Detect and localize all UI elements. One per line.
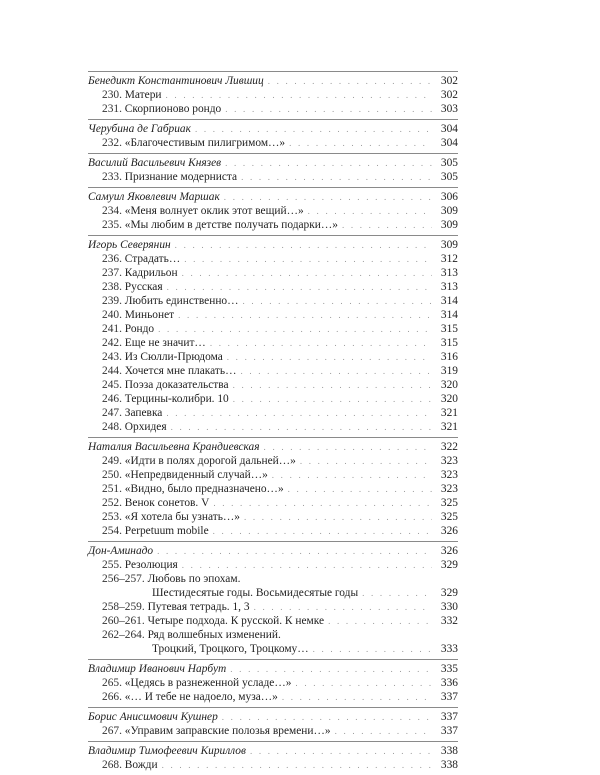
- entry-label: [88, 364, 236, 378]
- entry-number: 248.: [102, 421, 122, 433]
- dot-leader: [225, 156, 432, 170]
- toc-section: [88, 541, 458, 659]
- dot-leader: [233, 378, 432, 392]
- page-number: 323: [440, 455, 458, 467]
- entry-title-continuation: Троцкий, Троцкого, Троцкому…: [152, 643, 309, 655]
- author-name: Черубина де Габриак: [88, 123, 191, 135]
- entry-row: [88, 628, 458, 642]
- dot-leader: [175, 238, 432, 252]
- entry-label: [88, 572, 240, 586]
- page-number: 302: [440, 89, 458, 101]
- entry-row: [88, 496, 458, 510]
- entry-row: [88, 392, 458, 406]
- entry-number: 247.: [102, 407, 122, 419]
- page-number: 314: [440, 295, 458, 307]
- page-number: 338: [440, 745, 458, 757]
- entry-label: [88, 204, 304, 218]
- entry-label: [88, 252, 180, 266]
- dot-leader: [158, 322, 432, 336]
- entry-title: Запевка: [124, 407, 163, 419]
- entry-number: 235.: [102, 219, 122, 231]
- author-name: Наталия Васильевна Крандиевская: [88, 441, 260, 453]
- page-number: 314: [440, 309, 458, 321]
- entry-number: 268.: [102, 759, 122, 771]
- entry-label: [88, 280, 163, 294]
- entry-row: [88, 676, 458, 690]
- page-number: 323: [440, 483, 458, 495]
- entry-title: «Цедясь в разнеженной усладе…»: [124, 677, 292, 689]
- entry-title: Терцины-колибри. 10: [124, 393, 229, 405]
- entry-title: «Непредвиденный случай…»: [124, 469, 268, 481]
- page-number: 320: [440, 379, 458, 391]
- toc-section: [88, 437, 458, 541]
- page-number: 319: [440, 365, 458, 377]
- entry-title: Четыре подхода. К русской. К немке: [147, 615, 325, 627]
- page-number: 313: [440, 267, 458, 279]
- author-name: Владимир Иванович Нарбут: [88, 663, 227, 675]
- page-number: 306: [440, 191, 458, 203]
- page-number: 322: [440, 441, 458, 453]
- page-number: 315: [440, 337, 458, 349]
- page-number: 326: [440, 545, 458, 557]
- entry-number: 238.: [102, 281, 122, 293]
- entry-continuation-row: [88, 586, 458, 600]
- author-row: [88, 544, 458, 558]
- entry-title: Любовь по эпохам.: [147, 573, 241, 585]
- entry-row: [88, 524, 458, 538]
- dot-leader: [300, 454, 432, 468]
- entry-label: [88, 406, 162, 420]
- entry-number: 251.: [102, 483, 122, 495]
- entry-number: 253.: [102, 511, 122, 523]
- page-number: 309: [440, 239, 458, 251]
- entry-label: [88, 350, 223, 364]
- dot-leader: [182, 558, 432, 572]
- entry-label: [88, 524, 209, 538]
- dot-leader: [240, 364, 432, 378]
- entry-label: [88, 336, 206, 350]
- entry-row: [88, 758, 458, 772]
- entry-row: [88, 600, 458, 614]
- entry-number: 262–264.: [102, 629, 145, 641]
- page-number: 330: [440, 601, 458, 613]
- author-name: Игорь Северянин: [88, 239, 171, 251]
- dot-leader: [225, 102, 432, 116]
- entry-row: [88, 294, 458, 308]
- toc-section: [88, 187, 458, 235]
- entry-title: «Я хотела бы узнать…»: [124, 511, 240, 523]
- dot-leader: [227, 350, 432, 364]
- entry-label: [88, 628, 281, 642]
- dot-leader: [178, 308, 432, 322]
- page-number: 337: [440, 711, 458, 723]
- page-number: 337: [440, 725, 458, 737]
- page-number: 309: [440, 219, 458, 231]
- entry-label: [88, 266, 178, 280]
- entry-label: [88, 420, 167, 434]
- entry-row: [88, 102, 458, 116]
- page-number: 312: [440, 253, 458, 265]
- page-number: 313: [440, 281, 458, 293]
- dot-leader: [362, 586, 432, 600]
- entry-label: [88, 690, 278, 704]
- page-number: 303: [440, 103, 458, 115]
- dot-leader: [308, 204, 432, 218]
- toc-section: [88, 235, 458, 437]
- entry-title: «Видно, было предназначено…»: [124, 483, 284, 495]
- entry-number: 233.: [102, 171, 122, 183]
- toc-section: [88, 741, 458, 775]
- entry-number: 240.: [102, 309, 122, 321]
- entry-label: [88, 218, 338, 232]
- entry-number: 244.: [102, 365, 122, 377]
- dot-leader: [162, 758, 432, 772]
- entry-number: 254.: [102, 525, 122, 537]
- entry-number: 267.: [102, 725, 122, 737]
- entry-label: [88, 482, 284, 496]
- entry-row: [88, 558, 458, 572]
- toc-section: [88, 153, 458, 187]
- dot-leader: [254, 600, 432, 614]
- author-name: Бенедикт Константинович Лившиц: [88, 75, 264, 87]
- author-row: [88, 122, 458, 136]
- dot-leader: [230, 662, 432, 676]
- entry-row: [88, 322, 458, 336]
- dot-leader: [195, 122, 432, 136]
- entry-row: [88, 88, 458, 102]
- page-number: 304: [440, 137, 458, 149]
- entry-row: [88, 252, 458, 266]
- entry-title: «Мы любим в детстве получать подарки…»: [124, 219, 338, 231]
- page-number: 332: [440, 615, 458, 627]
- author-row: [88, 74, 458, 88]
- toc-section: [88, 707, 458, 741]
- page-number: 302: [440, 75, 458, 87]
- entry-row: [88, 468, 458, 482]
- entry-row: [88, 482, 458, 496]
- page-number: 304: [440, 123, 458, 135]
- entry-row: [88, 364, 458, 378]
- entry-title: Ряд волшебных изменений.: [147, 629, 281, 641]
- dot-leader: [222, 710, 432, 724]
- entry-label: [88, 322, 154, 336]
- entry-number: 237.: [102, 267, 122, 279]
- entry-title: Рондо: [124, 323, 155, 335]
- entry-number: 255.: [102, 559, 122, 571]
- entry-number: 236.: [102, 253, 122, 265]
- entry-row: [88, 280, 458, 294]
- page-number: 321: [440, 407, 458, 419]
- page-number: 325: [440, 511, 458, 523]
- entry-title: «Меня волнует оклик этот вещий…»: [124, 205, 304, 217]
- dot-leader: [166, 88, 432, 102]
- page-number: 338: [440, 759, 458, 771]
- author-name: Василий Васильевич Князев: [88, 157, 222, 169]
- entry-row: [88, 266, 458, 280]
- entry-title: Резолюция: [124, 559, 178, 571]
- page-number: 329: [440, 587, 458, 599]
- dot-leader: [282, 690, 432, 704]
- entry-row: [88, 378, 458, 392]
- entry-row: [88, 454, 458, 468]
- entry-number: 246.: [102, 393, 122, 405]
- entry-number: 258–259.: [102, 601, 145, 613]
- entry-row: [88, 614, 458, 628]
- dot-leader: [264, 440, 432, 454]
- entry-label: [88, 724, 331, 738]
- page-number: 337: [440, 691, 458, 703]
- dot-leader: [233, 392, 432, 406]
- entry-row: [88, 218, 458, 232]
- dot-leader: [342, 218, 432, 232]
- dot-leader: [184, 252, 432, 266]
- entry-title: Орхидея: [124, 421, 167, 433]
- entry-row: [88, 510, 458, 524]
- dot-leader: [213, 524, 432, 538]
- entry-row: [88, 336, 458, 350]
- toc-section: [88, 71, 458, 119]
- entry-title: Русская: [124, 281, 163, 293]
- page-number: 305: [440, 171, 458, 183]
- page-number: 321: [440, 421, 458, 433]
- entry-title: «Управим заправские полозья времени…»: [124, 725, 331, 737]
- entry-row: [88, 406, 458, 420]
- entry-label: [88, 454, 296, 468]
- dot-leader: [213, 496, 432, 510]
- entry-title: Вожди: [124, 759, 158, 771]
- entry-title: «Идти в полях дорогой дальней…»: [124, 455, 296, 467]
- entry-number: 239.: [102, 295, 122, 307]
- toc-section: [88, 659, 458, 707]
- author-row: [88, 156, 458, 170]
- author-row: [88, 440, 458, 454]
- entry-label: [88, 392, 229, 406]
- entry-title: Любить единственно…: [124, 295, 239, 307]
- author-row: [88, 190, 458, 204]
- entry-label: [88, 170, 237, 184]
- page-number: 309: [440, 205, 458, 217]
- page-number: 316: [440, 351, 458, 363]
- entry-number: 241.: [102, 323, 122, 335]
- dot-leader: [295, 676, 432, 690]
- page-number: 336: [440, 677, 458, 689]
- entry-title: Из Сюлли-Прюдома: [124, 351, 223, 363]
- entry-label: [88, 496, 209, 510]
- dot-leader: [244, 510, 432, 524]
- author-name: Самуил Яковлевич Маршак: [88, 191, 220, 203]
- author-row: [88, 710, 458, 724]
- entry-row: [88, 690, 458, 704]
- dot-leader: [182, 266, 432, 280]
- dot-leader: [268, 74, 432, 88]
- entry-title: Поэза доказательства: [124, 379, 229, 391]
- entry-label: [88, 468, 268, 482]
- entry-label: [88, 294, 239, 308]
- dot-leader: [328, 614, 432, 628]
- entry-number: 265.: [102, 677, 122, 689]
- entry-label: [88, 378, 229, 392]
- entry-row: [88, 350, 458, 364]
- entry-row: [88, 724, 458, 738]
- dot-leader: [157, 544, 432, 558]
- page-number: 320: [440, 393, 458, 405]
- dot-leader: [313, 642, 432, 656]
- entry-number: 242.: [102, 337, 122, 349]
- entry-label: [88, 136, 285, 150]
- entry-number: 260–261.: [102, 615, 145, 627]
- entry-row: [88, 136, 458, 150]
- page-number: 326: [440, 525, 458, 537]
- table-of-contents: [88, 71, 458, 775]
- page-number: 333: [440, 643, 458, 655]
- dot-leader: [166, 406, 432, 420]
- entry-label: [88, 88, 162, 102]
- entry-row: [88, 170, 458, 184]
- page-number: 329: [440, 559, 458, 571]
- entry-continuation-row: [88, 642, 458, 656]
- entry-number: 249.: [102, 455, 122, 467]
- entry-number: 230.: [102, 89, 122, 101]
- entry-label: [88, 308, 174, 322]
- entry-title: Признание модерниста: [124, 171, 238, 183]
- author-name: Дон-Аминадо: [88, 545, 154, 557]
- entry-label: [88, 676, 291, 690]
- dot-leader: [289, 136, 432, 150]
- entry-label: [88, 558, 178, 572]
- entry-number: 266.: [102, 691, 122, 703]
- page-number: 323: [440, 469, 458, 481]
- dot-leader: [171, 420, 432, 434]
- entry-title: Кадрильон: [124, 267, 178, 279]
- entry-label: [88, 102, 221, 116]
- dot-leader: [224, 190, 432, 204]
- author-name: Борис Анисимович Кушнер: [88, 711, 218, 723]
- toc-section: [88, 119, 458, 153]
- entry-title: «Благочестивым пилигримом…»: [124, 137, 286, 149]
- entry-number: 234.: [102, 205, 122, 217]
- entry-title: Perpetuum mobile: [124, 525, 209, 537]
- dot-leader: [335, 724, 432, 738]
- entry-title: Скорпионово рондо: [124, 103, 222, 115]
- entry-number: 232.: [102, 137, 122, 149]
- entry-title: Венок сонетов. V: [124, 497, 210, 509]
- dot-leader: [210, 336, 432, 350]
- entry-row: [88, 572, 458, 586]
- entry-title: Миньонет: [124, 309, 175, 321]
- entry-number: 252.: [102, 497, 122, 509]
- entry-title-continuation: Шестидесятые годы. Восьмидесятые годы: [152, 587, 359, 599]
- author-row: [88, 238, 458, 252]
- entry-title: Страдать…: [124, 253, 181, 265]
- entry-label: [88, 758, 158, 772]
- entry-title: Еще не значит…: [124, 337, 206, 349]
- entry-label: [88, 510, 240, 524]
- dot-leader: [241, 170, 432, 184]
- page-number: 325: [440, 497, 458, 509]
- author-name: Владимир Тимофеевич Кириллов: [88, 745, 246, 757]
- page-number: 335: [440, 663, 458, 675]
- dot-leader: [167, 280, 432, 294]
- entry-number: 231.: [102, 103, 122, 115]
- entry-number: 256–257.: [102, 573, 145, 585]
- entry-label: [88, 600, 250, 614]
- entry-title: «… И тебе не надоело, муза…»: [124, 691, 278, 703]
- page-number: 305: [440, 157, 458, 169]
- dot-leader: [243, 294, 432, 308]
- entry-number: 243.: [102, 351, 122, 363]
- entry-row: [88, 204, 458, 218]
- dot-leader: [250, 744, 432, 758]
- author-row: [88, 744, 458, 758]
- entry-row: [88, 308, 458, 322]
- dot-leader: [288, 482, 432, 496]
- entry-label: [88, 614, 324, 628]
- dot-leader: [272, 468, 432, 482]
- entry-title: Путевая тетрадь. 1, 3: [147, 601, 250, 613]
- entry-number: 250.: [102, 469, 122, 481]
- entry-number: 245.: [102, 379, 122, 391]
- entry-title: Хочется мне плакать…: [124, 365, 237, 377]
- entry-row: [88, 420, 458, 434]
- author-row: [88, 662, 458, 676]
- entry-title: Матери: [124, 89, 162, 101]
- page-number: 315: [440, 323, 458, 335]
